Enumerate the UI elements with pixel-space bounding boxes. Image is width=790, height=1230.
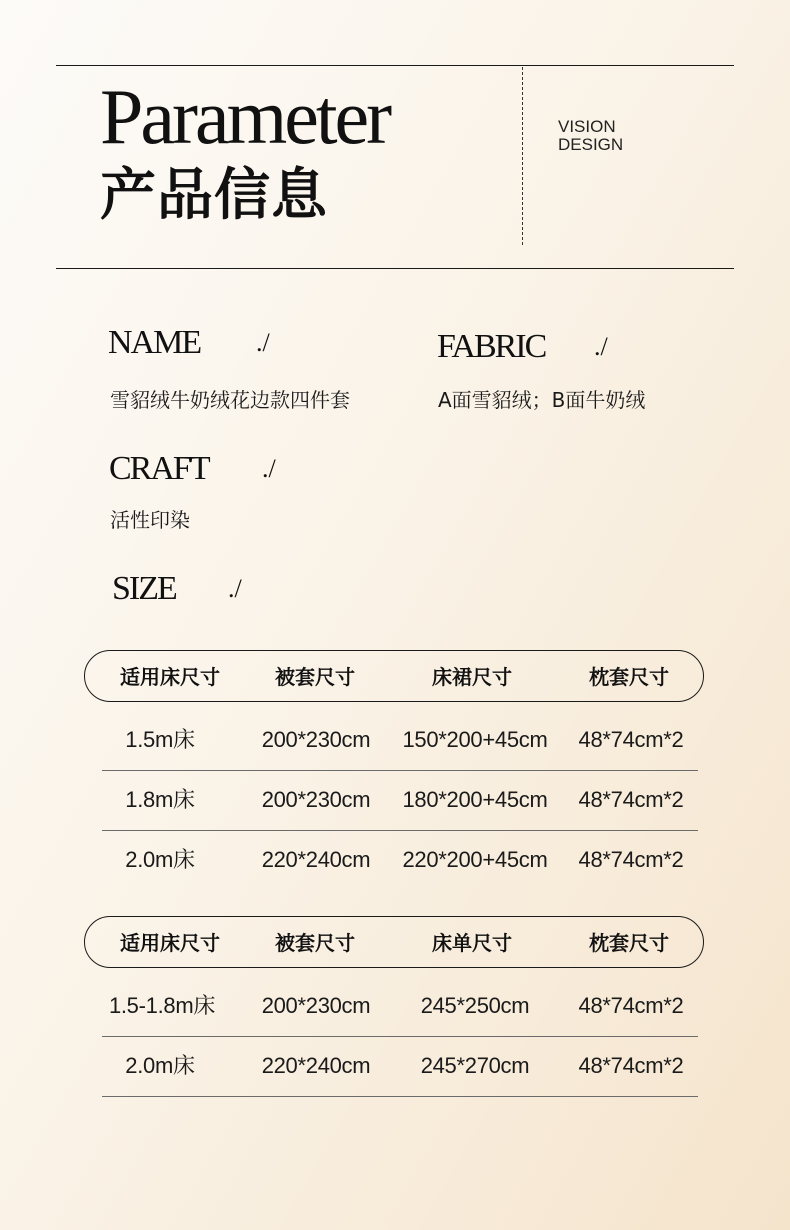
table1-header-duvet-size: 被套尺寸	[275, 665, 355, 689]
fabric-value: A面雪貂绒；B面牛奶绒	[438, 388, 646, 412]
craft-value: 活性印染	[110, 508, 190, 532]
table-cell: 200*230cm	[261, 787, 371, 812]
size-slash: ./	[228, 574, 242, 603]
craft-slash: ./	[262, 454, 276, 483]
table-row	[102, 976, 698, 1037]
table-cell: 150*200+45cm	[402, 727, 548, 752]
table-cell: 200*230cm	[261, 993, 371, 1018]
page-title-cn: 产品信息	[100, 163, 328, 228]
table2-header-pillowcase-size: 枕套尺寸	[589, 931, 669, 955]
table-cell: 1.8m床	[125, 787, 195, 812]
table-cell: 220*240cm	[261, 1053, 371, 1078]
page-title-en: Parameter	[100, 73, 390, 160]
top-rule	[56, 65, 734, 66]
table-row	[102, 830, 698, 890]
table2-header	[84, 916, 704, 968]
table-cell: 245*270cm	[420, 1053, 530, 1078]
brand-line-2: DESIGN	[558, 135, 624, 154]
table-cell: 1.5-1.8m床	[108, 993, 216, 1018]
table1-header	[84, 650, 704, 702]
brand-line-1: VISION	[558, 117, 616, 136]
table-row	[102, 770, 698, 831]
table-cell: 200*230cm	[261, 727, 371, 752]
brand-mark	[558, 118, 623, 154]
header-divider	[522, 67, 523, 245]
table-cell: 48*74cm*2	[578, 787, 684, 812]
name-label: NAME	[108, 324, 201, 361]
table1-header-bedskirt-size: 床裙尺寸	[432, 665, 512, 689]
table-cell: 220*240cm	[261, 847, 371, 872]
table-cell: 1.5m床	[125, 727, 195, 752]
table-cell: 180*200+45cm	[402, 787, 548, 812]
table-row	[102, 1036, 698, 1097]
table-cell: 220*200+45cm	[402, 847, 548, 872]
table-cell: 48*74cm*2	[578, 993, 684, 1018]
fabric-slash: ./	[594, 332, 608, 361]
table-cell: 48*74cm*2	[578, 1053, 684, 1078]
table1-header-pillowcase-size: 枕套尺寸	[589, 665, 669, 689]
table-cell: 245*250cm	[420, 993, 530, 1018]
craft-label: CRAFT	[109, 450, 209, 487]
table2-header-sheet-size: 床单尺寸	[432, 931, 512, 955]
size-label: SIZE	[112, 570, 176, 607]
name-value: 雪貂绒牛奶绒花边款四件套	[110, 388, 350, 412]
fabric-label: FABRIC	[437, 328, 546, 365]
table-cell: 48*74cm*2	[578, 847, 684, 872]
table-row	[102, 710, 698, 771]
table2-header-duvet-size: 被套尺寸	[275, 931, 355, 955]
header-bottom-rule	[56, 268, 734, 269]
table-cell: 2.0m床	[125, 847, 195, 872]
table1-header-bed-size: 适用床尺寸	[120, 665, 220, 689]
name-slash: ./	[256, 328, 270, 357]
table-cell: 48*74cm*2	[578, 727, 684, 752]
table2-header-bed-size: 适用床尺寸	[120, 931, 220, 955]
table-cell: 2.0m床	[125, 1053, 195, 1078]
